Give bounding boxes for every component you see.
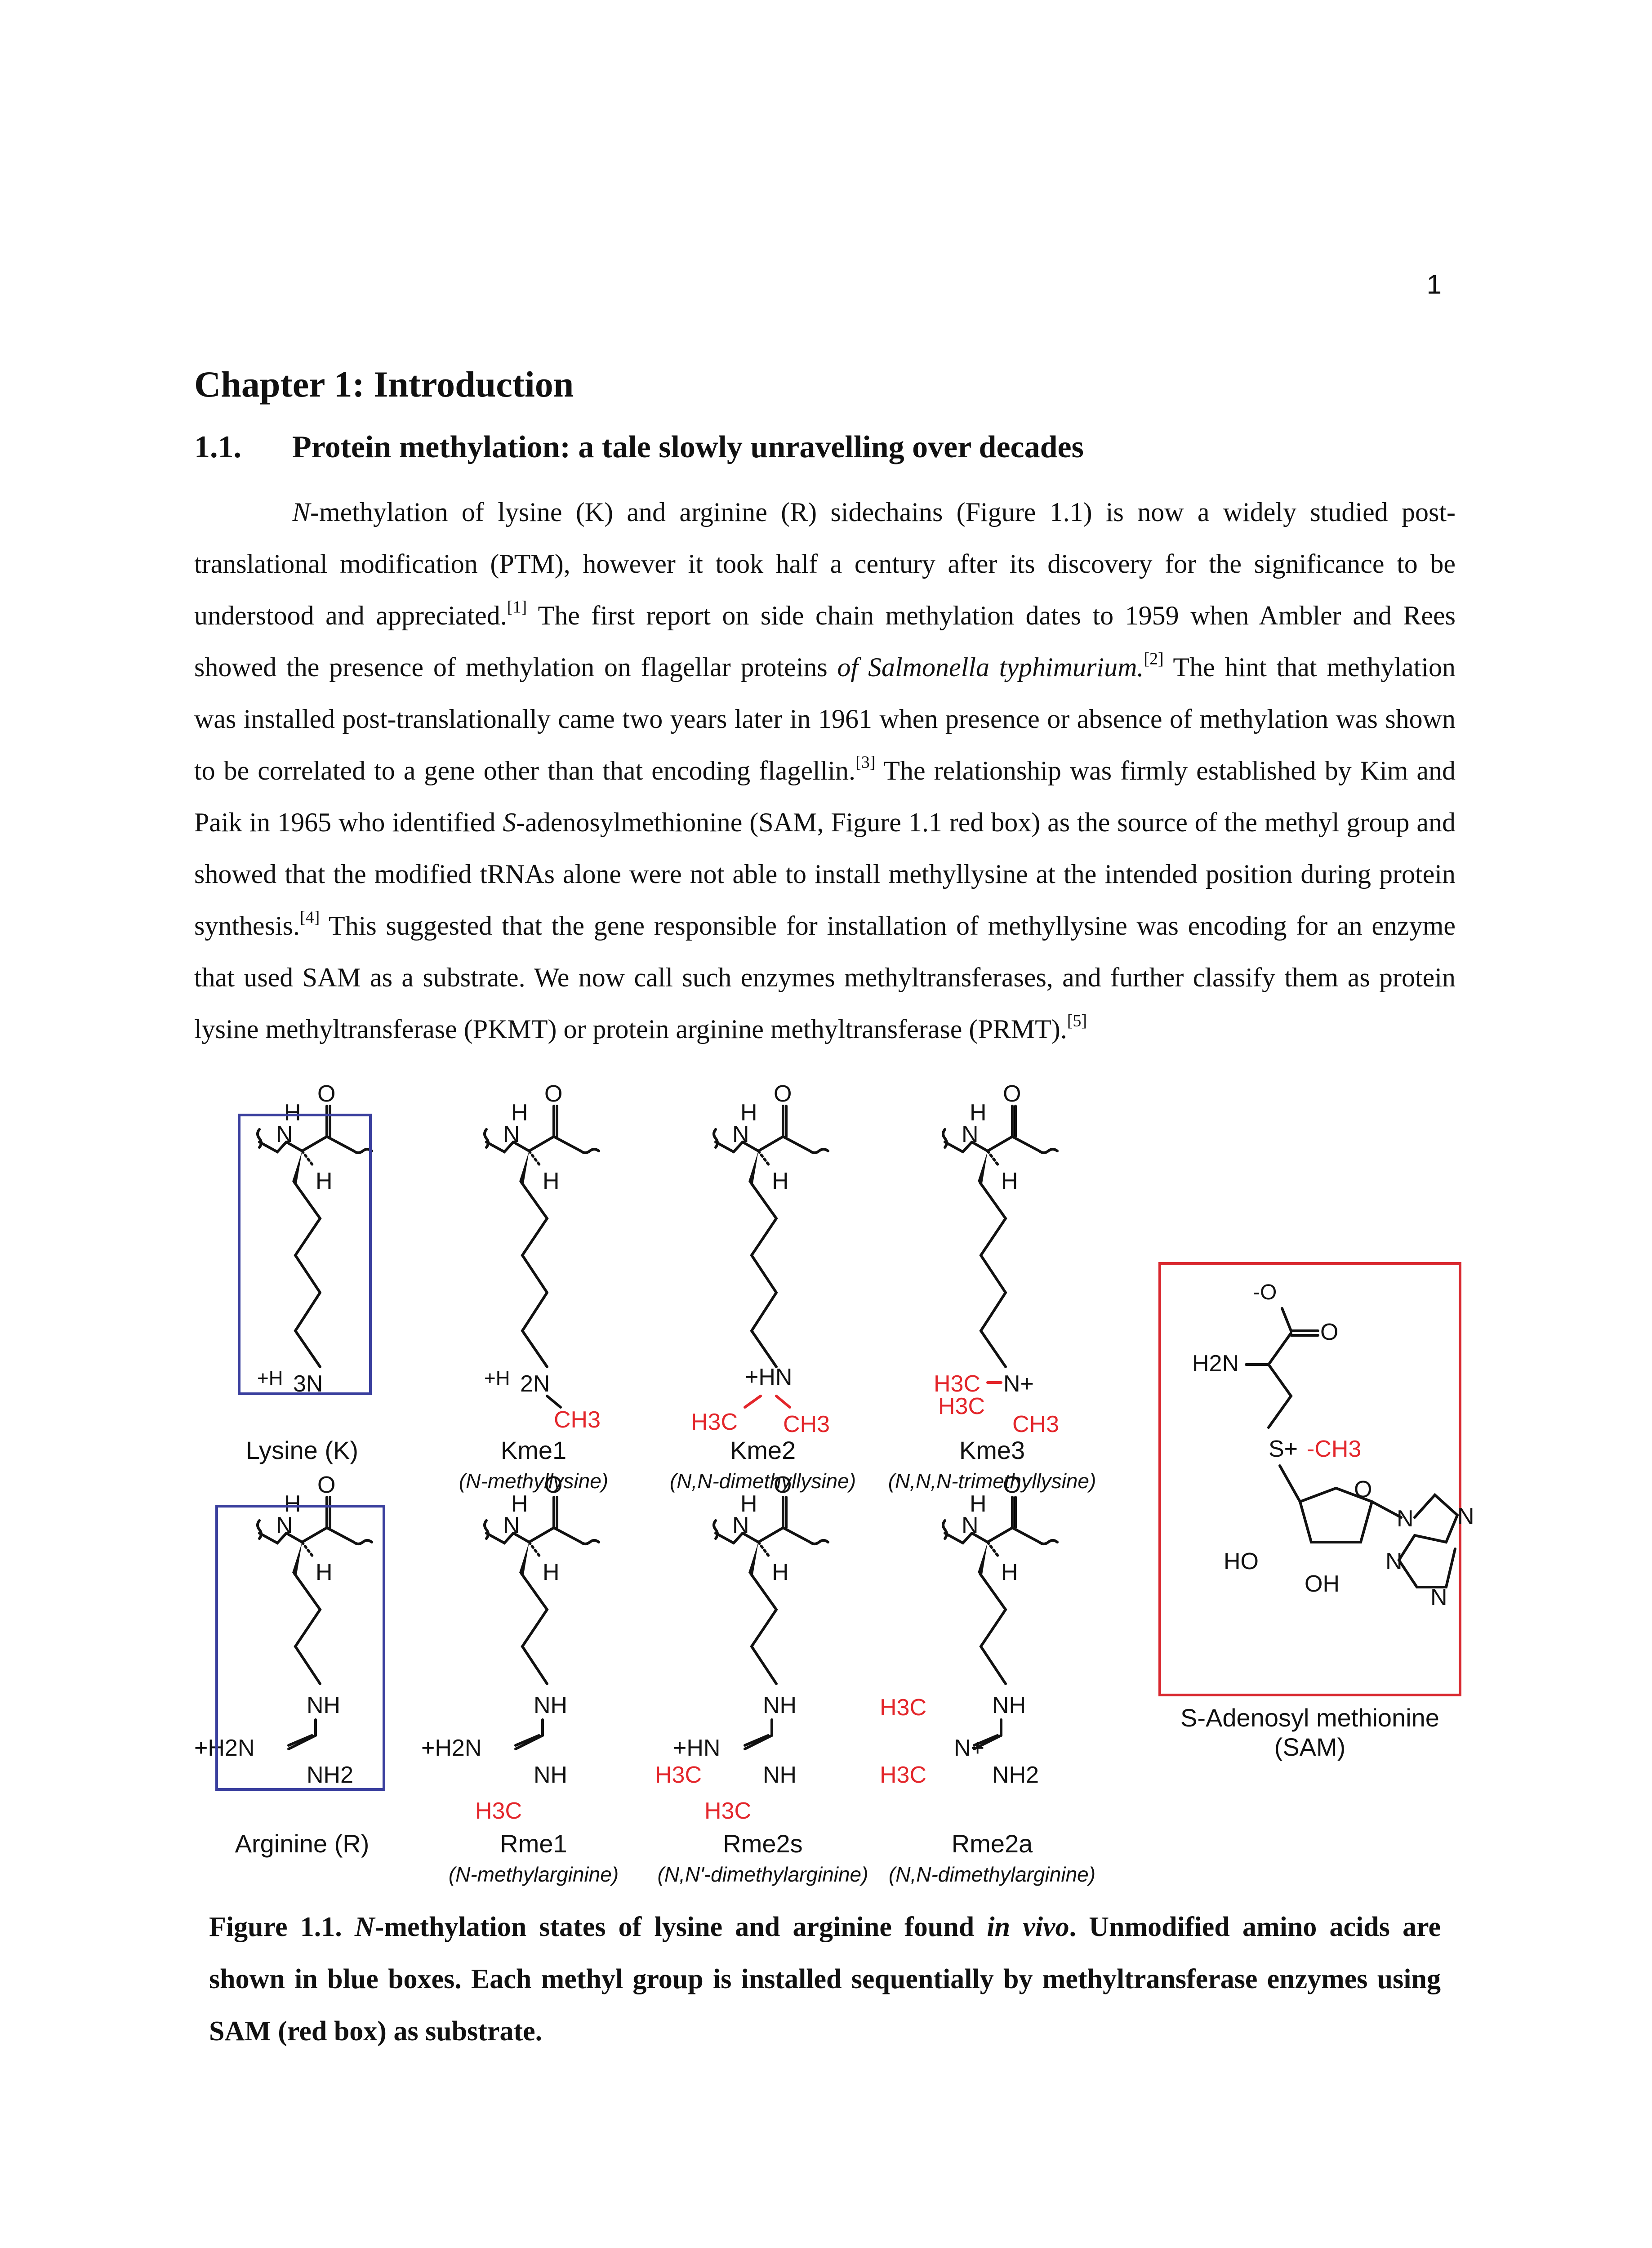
backbone-bonds: [714, 1497, 828, 1684]
methyl-label: H3C: [934, 1371, 981, 1397]
methyl-label: CH3: [1012, 1411, 1060, 1437]
atom-label: H2N: [1192, 1351, 1239, 1377]
atom-label: HO: [1224, 1548, 1259, 1574]
methyl-label: H3C: [880, 1695, 927, 1721]
arginine-name-3: Rme2s: [723, 1829, 803, 1858]
bond: [547, 1396, 561, 1407]
arginine-name-2: Rme1: [500, 1829, 567, 1858]
arginine-structure-2: [421, 1472, 599, 1824]
citation-5[interactable]: [5]: [1067, 1011, 1087, 1030]
amine-label: NH2: [992, 1762, 1039, 1788]
bond: [745, 1396, 761, 1407]
lysine-name-1: Lysine (K): [245, 1436, 359, 1464]
caption-text-1: -methylation states of lysine and arginine found: [374, 1912, 987, 1942]
citation-3[interactable]: [3]: [855, 753, 876, 772]
sam-name: S-Adenosyl methionine: [1180, 1704, 1439, 1732]
figure-caption: [209, 1901, 1441, 2057]
amine-label: +H: [484, 1367, 510, 1389]
methylation-structures: H N O H +H 3N +H 2NCH3+HNH3C CH3H3C N+H3CCH3NH+H2NNH2NH+H2NNHH3CNH+HNNHH3CH3CNHH3CN+H3C NH2-OOH2NS+ -CH3OHOOHN NNNLysine (K) Kme1(N-methyllysine)Kme2(N,N-dimethyllysine)Kme3(N,N,N-trimethyllysine)Arginine (R) Rme1(N-methylarginine)Rme2s(N,N'-dimethylarginine)Rme2a(N,N-dimethylarginine)S-Adenosyl methionine(SAM): [168, 1045, 1474, 1886]
atom-label: S+: [1269, 1436, 1298, 1462]
sentence-3: The hint that methylation was installed post-translationally came two years later in 1961 when presence or absence of methylation was shown to be correlated to a gene other than that encoding flagellin.: [194, 652, 1456, 785]
amine-label: 2N: [520, 1371, 550, 1397]
amine-label: +HN: [673, 1735, 721, 1761]
bond: [295, 1293, 320, 1367]
atom-label: N: [1430, 1584, 1447, 1610]
arginine-name-4: Rme2a: [951, 1829, 1033, 1858]
atom-label: O: [1320, 1319, 1339, 1345]
amine-label: NH2: [307, 1762, 354, 1788]
amine-label: N+: [1003, 1371, 1034, 1397]
backbone-bonds: [714, 1106, 828, 1293]
lysine-desc-4: (N,N,N-trimethyllysine): [888, 1469, 1096, 1493]
bond: [745, 1735, 772, 1749]
amine-label: NH: [763, 1762, 797, 1788]
methyl-label: CH3: [783, 1411, 830, 1437]
arginine-desc-4: (N,N-dimethylarginine): [888, 1863, 1096, 1886]
amine-label: NH: [534, 1762, 568, 1788]
lysine-desc-2: (N-methyllysine): [459, 1469, 609, 1493]
arginine-structure-1: [194, 1472, 372, 1788]
atom-label: -O: [1253, 1280, 1277, 1304]
amine-label: NH: [534, 1692, 568, 1718]
backbone-bonds: [943, 1497, 1057, 1684]
methyl-label: H3C: [691, 1409, 738, 1435]
sentence-5: This suggested that the gene responsible for installation of methyllysine was encoding for an enzyme that used SAM as a substrate. We now call such enzymes methyltransferases, and further classify them as protein lysine methyltransferase (PKMT) or protein arginine methyltransferase (PRMT).: [194, 911, 1456, 1044]
arginine-desc-2: (N-methylarginine): [448, 1863, 619, 1886]
backbone-bonds: [258, 1106, 372, 1293]
methyl-label: H3C: [655, 1762, 702, 1788]
backbone-bonds: [485, 1106, 599, 1293]
section-heading: [194, 429, 1084, 465]
caption-in-vivo: in vivo: [987, 1912, 1069, 1942]
lysine-structure-1: [257, 1081, 372, 1397]
bond: [752, 1293, 776, 1367]
atom-label: N: [1457, 1503, 1474, 1530]
caption-text-2: . Unmodified amino acids are shown in blue boxes. Each methyl group is installed sequentially by methyltransferase enzymes using SAM (red box) as substrate.: [209, 1912, 1441, 2047]
amine-label: N+: [954, 1735, 984, 1761]
sentence-4a: The relationship was firmly established by Kim and Paik in 1965 who identified: [194, 756, 1456, 837]
atom-label: N: [1385, 1548, 1403, 1574]
arginine-desc-3: (N,N'-dimethylarginine): [657, 1863, 868, 1886]
methyl-label: H3C: [880, 1762, 927, 1788]
citation-4[interactable]: [4]: [300, 908, 320, 927]
lysine-structure-3: [691, 1081, 830, 1437]
lysine-structure-4: [934, 1081, 1059, 1437]
methyl-label: H3C: [704, 1798, 752, 1824]
sentence-2: The first report on side chain methylation dates to 1959 when Ambler and Rees showed the presence of methylation on flagellar proteins: [194, 601, 1456, 682]
italic-n: N: [292, 497, 311, 527]
caption-label: Figure 1.1.: [209, 1912, 355, 1942]
lysine-name-4: Kme3: [959, 1436, 1025, 1464]
lysine-name-3: Kme2: [730, 1436, 796, 1464]
species-name: of Salmonella typhimurium.: [837, 652, 1144, 682]
bond: [289, 1735, 316, 1749]
bond: [1282, 1308, 1318, 1335]
atom-label: N: [1397, 1506, 1414, 1532]
figure-1-1: [168, 1045, 1474, 1906]
chapter-title: Chapter 1: Introduction: [194, 364, 574, 405]
sam-red-box: [1160, 1263, 1460, 1695]
bond: [1246, 1333, 1291, 1427]
amine-label: NH: [307, 1692, 341, 1718]
atom-label: O: [1354, 1476, 1372, 1503]
amine-label: NH: [992, 1692, 1026, 1718]
sam-structure: [1192, 1280, 1474, 1610]
methyl-label: -CH3: [1307, 1436, 1362, 1462]
methyl-label: H3C: [475, 1798, 522, 1824]
italic-s: S: [503, 807, 517, 837]
section-title: Protein methylation: a tale slowly unravelling over decades: [292, 430, 1084, 464]
amine-label: +H2N: [194, 1735, 255, 1761]
paragraph-intro: [194, 486, 1456, 1055]
bond: [516, 1735, 543, 1749]
amine-label: +H: [257, 1367, 283, 1389]
backbone-bonds: [943, 1106, 1057, 1293]
methyl-label: CH3: [554, 1407, 601, 1433]
lysine-blue-box: [239, 1115, 370, 1394]
bond: [981, 1293, 1006, 1367]
lysine-structure-2: [484, 1081, 601, 1433]
caption-italic-n: N: [354, 1912, 375, 1942]
bond: [522, 1293, 547, 1367]
atom-label: OH: [1305, 1571, 1340, 1597]
arginine-name-1: Arginine (R): [235, 1829, 370, 1858]
sam-abbr: (SAM): [1274, 1733, 1346, 1761]
page-number: 1: [1426, 269, 1442, 299]
sentence-4b: -adenosylmethionine (SAM, Figure 1.1 red box) as the source of the methyl group and showed that the modified tRNAs alone were not able to install methyllysine at the intended position during protein synthesis.: [194, 807, 1456, 941]
amine-label: 3N: [293, 1371, 323, 1397]
lysine-name-2: Kme1: [500, 1436, 567, 1464]
arginine-structure-4: [880, 1472, 1057, 1788]
sentence-1: -methylation of lysine (K) and arginine (R) sidechains (Figure 1.1) is now a widely studied post-translational modification (PTM), however it took half a century after its discovery for the significance to be understood and appreciated.: [194, 497, 1456, 630]
amine-label: +H2N: [421, 1735, 482, 1761]
bond: [776, 1396, 790, 1407]
body-text: [194, 486, 1456, 1055]
lysine-desc-3: (N,N-dimethyllysine): [669, 1469, 856, 1493]
methyl-label: H3C: [938, 1393, 985, 1419]
section-number: 1.1.: [194, 430, 241, 464]
citation-1[interactable]: [1]: [507, 598, 527, 617]
backbone-bonds: [485, 1497, 599, 1684]
amine-label: +HN: [745, 1364, 793, 1390]
backbone-bonds: [258, 1497, 372, 1684]
citation-2[interactable]: [2]: [1144, 649, 1164, 669]
amine-label: NH: [763, 1692, 797, 1718]
arginine-structure-3: [655, 1472, 828, 1824]
